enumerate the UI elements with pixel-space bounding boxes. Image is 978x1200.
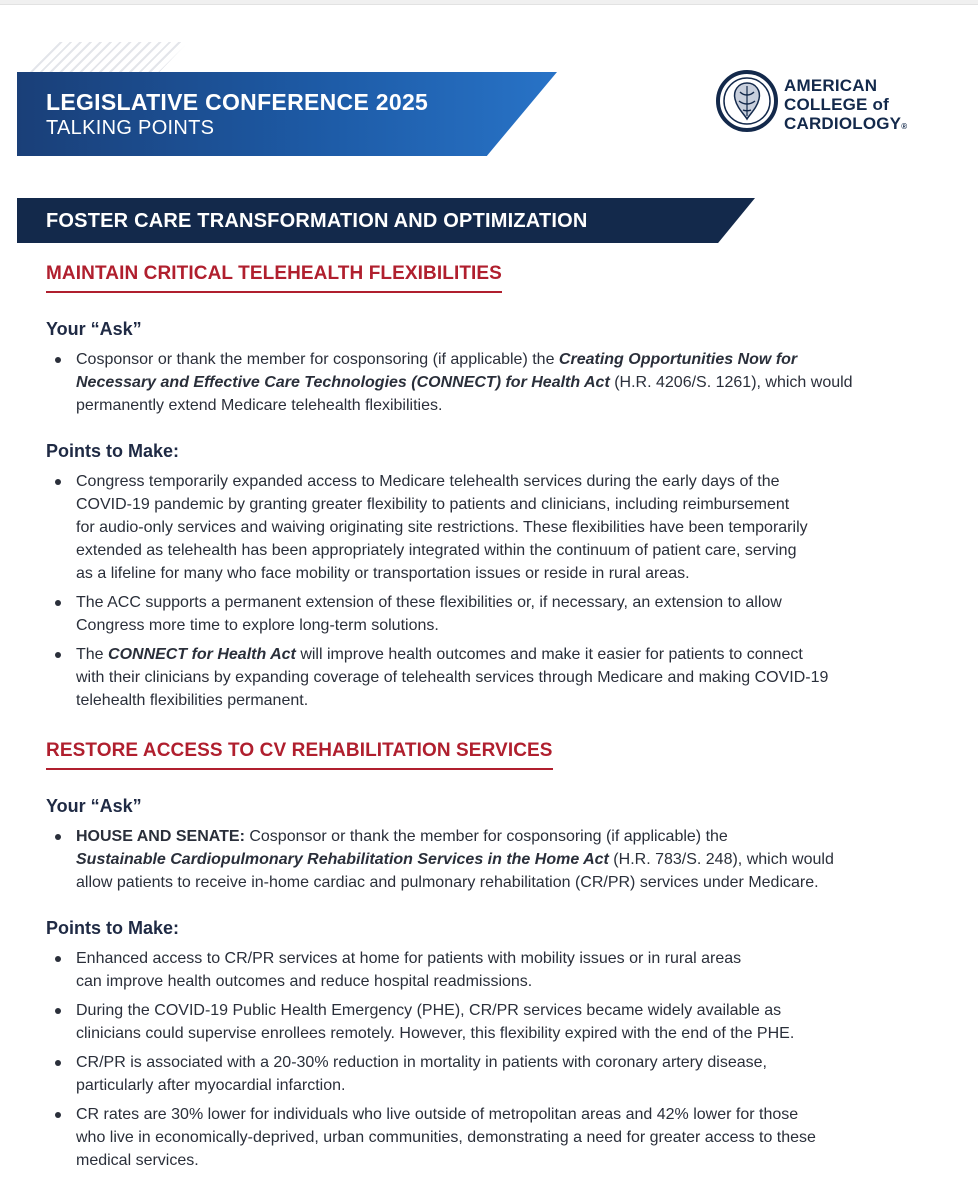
acc-wordmark [784,76,907,136]
logo-line-3: CARDIOLOGY® [784,114,908,133]
telehealth-ask-list [46,348,926,423]
telehealth-ask-heading: Your “Ask” [46,319,142,339]
list-item: During the COVID-19 Public Health Emergency (PHE), CR/PR services became widely available as clinicians could supervise enrollees remotely. However, this flexibility expired with the end of the PHE. [46,999,926,1045]
acc-seal-icon [716,70,778,132]
header-subtitle: TALKING POINTS [46,117,215,139]
rehab-ask-heading: Your “Ask” [46,796,142,816]
list-item: The ACC supports a permanent extension of these flexibilities or, if necessary, an extension to allow Congress more time to explore long-term solutions. [46,591,926,637]
list-item: Congress temporarily expanded access to Medicare telehealth services during the early days of the COVID-19 pandemic by granting greater flexibility to patients and clinicians, including reimbursement for audio-only services and waiving originating site restrictions. These flexibilities have been temporarily extended as telehealth has been appropriately integrated within the continuum of patient care, serving as a lifeline for many who face mobility or transportation issues or reside in rural areas. [46,470,926,585]
list-item: CR rates are 30% lower for individuals who live outside of metropolitan areas and 42% lower for those who live in economically-deprived, urban communities, demonstrating a need for greater access to these medical services. [46,1103,926,1172]
rehab-heading: RESTORE ACCESS TO CV REHABILITATION SERVICES [46,740,553,770]
list-item: Enhanced access to CR/PR services at home for patients with mobility issues or in rural areas can improve health outcomes and reduce hospital readmissions. [46,947,926,993]
rehab-points-list [46,947,926,1178]
rehab-ask-list [46,825,926,900]
bill-name: Sustainable Cardiopulmonary Rehabilitation Services in the Home Act [76,851,609,868]
section-title: FOSTER CARE TRANSFORMATION AND OPTIMIZATION [46,210,588,232]
bill-name: Necessary and Effective Care Technologies (CONNECT) for Health Act [76,374,610,391]
list-item: CR/PR is associated with a 20-30% reduction in mortality in patients with coronary artery disease, particularly after myocardial infarction. [46,1051,926,1097]
list-item: HOUSE AND SENATE: Cosponsor or thank the member for cosponsoring (if applicable) the Sustainable Cardiopulmonary Rehabilitation Services in the Home Act (H.R. 783/S. 248), which would allow patients to receive in-home cardiac and pulmonary rehabilitation (CR/PR) services under Medicare. [46,825,926,894]
telehealth-points-heading: Points to Make: [46,441,180,461]
chamber-label: HOUSE AND SENATE: [76,828,245,845]
top-rule [0,0,978,5]
header-title: LEGISLATIVE CONFERENCE 2025 [46,89,429,115]
registered-mark: ® [901,122,908,131]
telehealth-heading: MAINTAIN CRITICAL TELEHEALTH FLEXIBILITIES [46,263,502,293]
rehab-points-heading: Points to Make: [46,918,180,938]
bill-name: Creating Opportunities Now for [558,351,798,368]
bill-name: CONNECT for Health Act [108,646,296,663]
telehealth-points-list [46,470,926,718]
logo-line-2: COLLEGE of [784,95,889,114]
acc-logo [716,70,936,136]
list-item: The CONNECT for Health Act will improve health outcomes and make it easier for patients to connect with their clinicians by expanding coverage of telehealth services through Medicare and making COVID-19 telehealth flexibilities permanent. [46,643,926,712]
list-item: Cosponsor or thank the member for cosponsoring (if applicable) the Creating Opportunities Now for Necessary and Effective Care Technologies (CONNECT) for Health Act (H.R. 4206/S. 1261), which would permanently extend Medicare telehealth flexibilities. [46,348,926,417]
header-hatch-decoration [30,42,188,72]
logo-line-1: AMERICAN [784,76,878,95]
